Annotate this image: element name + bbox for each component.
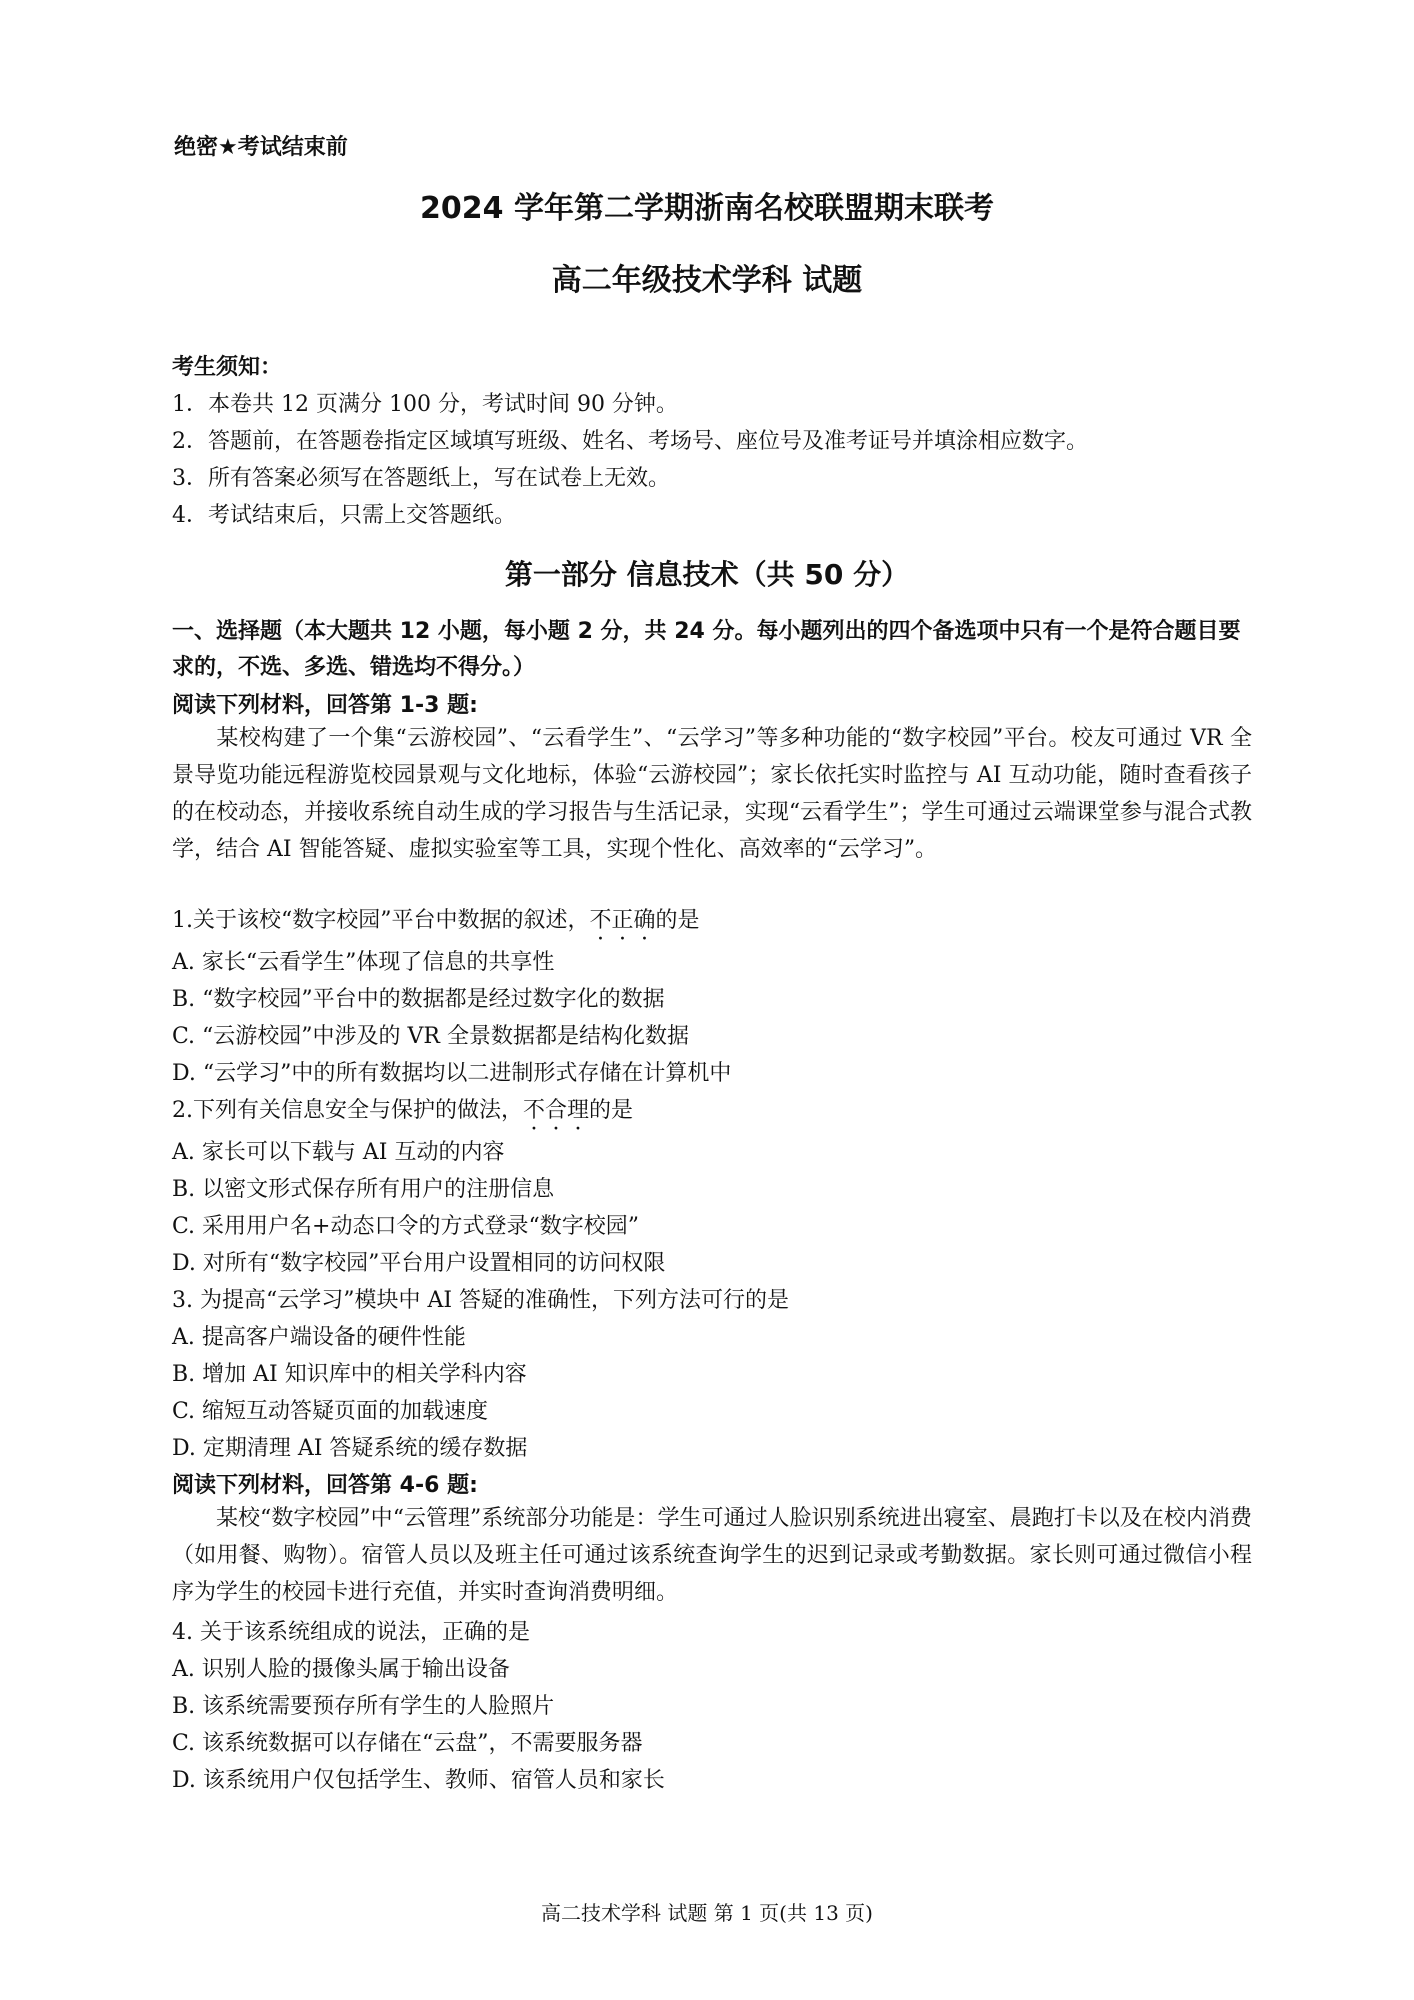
part-title: 第一部分 信息技术（共 50 分） xyxy=(504,558,910,591)
q2-option-a: A. 家长可以下载与 AI 互动的内容 xyxy=(172,1140,505,1165)
section-heading: 一、选择题（本大题共 12 小题，每小题 2 分，共 24 分。每小题列出的四个备选项中只有一个是符合题目要求的，不选、多选、错选均不得分。） xyxy=(172,619,1241,680)
exam-title: 2024 学年第二学期浙南名校联盟期末联考 xyxy=(420,191,994,226)
question-2-stem xyxy=(172,1093,633,1124)
material-2-heading: 阅读下列材料，回答第 4-6 题: xyxy=(172,1473,478,1498)
q1-stem-prefix: 1.关于该校“数字校园”平台中数据的叙述， xyxy=(172,908,590,933)
emphasis-char: 确 xyxy=(633,908,656,933)
emphasis-char: 不 xyxy=(523,1098,546,1123)
exam-subtitle: 高二年级技术学科 试题 xyxy=(551,263,863,298)
question-3-stem: 3. 为提高“云学习”模块中 AI 答疑的准确性，下列方法可行的是 xyxy=(172,1288,790,1313)
confidential-label: 绝密★考试结束前 xyxy=(174,135,348,160)
q3-option-d: D. 定期清理 AI 答疑系统的缓存数据 xyxy=(172,1436,528,1461)
q4-option-a: A. 识别人脸的摄像头属于输出设备 xyxy=(172,1657,510,1682)
q1-option-b: B. “数字校园”平台中的数据都是经过数字化的数据 xyxy=(172,987,665,1012)
q3-option-a: A. 提高客户端设备的硬件性能 xyxy=(172,1325,466,1350)
material-1-text xyxy=(172,720,1252,868)
q2-option-c: C. 采用用户名+动态口令的方式登录“数字校园” xyxy=(172,1214,639,1239)
q3-option-c: C. 缩短互动答疑页面的加载速度 xyxy=(172,1399,489,1424)
page-footer: 高二技术学科 试题 第 1 页(共 13 页) xyxy=(541,1901,873,1925)
material-2-body: 某校“数字校园”中“云管理”系统部分功能是：学生可通过人脸识别系统进出寝室、晨跑打卡以及在校内消费（如用餐、购物）。宿管人员以及班主任可通过该系统查询学生的迟到记录或考勤数据。家长则可通过微信小程序为学生的校园卡进行充值，并实时查询消费明细。 xyxy=(172,1506,1252,1605)
q2-emphasis xyxy=(523,1098,589,1123)
q3-option-b: B. 增加 AI 知识库中的相关学科内容 xyxy=(172,1362,527,1387)
q1-option-d: D. “云学习”中的所有数据均以二进制形式存储在计算机中 xyxy=(172,1061,732,1086)
question-1-stem xyxy=(172,903,700,934)
material-2-text xyxy=(172,1500,1252,1611)
emphasis-char: 正 xyxy=(611,908,634,933)
material-1-heading: 阅读下列材料，回答第 1-3 题: xyxy=(172,693,478,718)
q1-stem-suffix: 的是 xyxy=(655,908,700,933)
q1-option-a: A. 家长“云看学生”体现了信息的共享性 xyxy=(172,950,555,975)
emphasis-char: 理 xyxy=(567,1098,590,1123)
q1-option-c: C. “云游校园”中涉及的 VR 全景数据都是结构化数据 xyxy=(172,1024,689,1049)
notice-item-4: 4．考试结束后，只需上交答题纸。 xyxy=(172,503,516,528)
emphasis-char: 不 xyxy=(589,908,612,933)
notice-item-3: 3．所有答案必须写在答题纸上，写在试卷上无效。 xyxy=(172,466,670,491)
q1-emphasis xyxy=(590,908,656,933)
q2-option-b: B. 以密文形式保存所有用户的注册信息 xyxy=(172,1177,555,1202)
question-4-stem: 4. 关于该系统组成的说法，正确的是 xyxy=(172,1620,530,1645)
notice-item-1: 1．本卷共 12 页满分 100 分，考试时间 90 分钟。 xyxy=(172,392,678,417)
material-1-body: 某校构建了一个集“云游校园”、“云看学生”、“云学习”等多种功能的“数字校园”平台。校友可通过 VR 全景导览功能远程游览校园景观与文化地标，体验“云游校园”；家长依托实时监控与 AI 互动功能，随时查看孩子的在校动态，并接收系统自动生成的学习报告与生活记录，实现“云看学生”；学生可通过云端课堂参与混合式教学，结合 AI 智能答疑、虚拟实验室等工具，实现个性化、高效率的“云学习”。 xyxy=(172,726,1252,862)
q2-stem-suffix: 的是 xyxy=(589,1098,634,1123)
q2-stem-prefix: 2.下列有关信息安全与保护的做法， xyxy=(172,1098,523,1123)
q4-option-b: B. 该系统需要预存所有学生的人脸照片 xyxy=(172,1694,555,1719)
emphasis-char: 合 xyxy=(545,1098,568,1123)
q2-option-d: D. 对所有“数字校园”平台用户设置相同的访问权限 xyxy=(172,1251,666,1276)
q4-option-c: C. 该系统数据可以存储在“云盘”，不需要服务器 xyxy=(172,1731,643,1756)
q4-option-d: D. 该系统用户仅包括学生、教师、宿管人员和家长 xyxy=(172,1768,665,1793)
notice-heading: 考生须知： xyxy=(172,355,283,380)
notice-item-2: 2．答题前，在答题卷指定区域填写班级、姓名、考场号、座位号及准考证号并填涂相应数字。 xyxy=(172,429,1089,454)
